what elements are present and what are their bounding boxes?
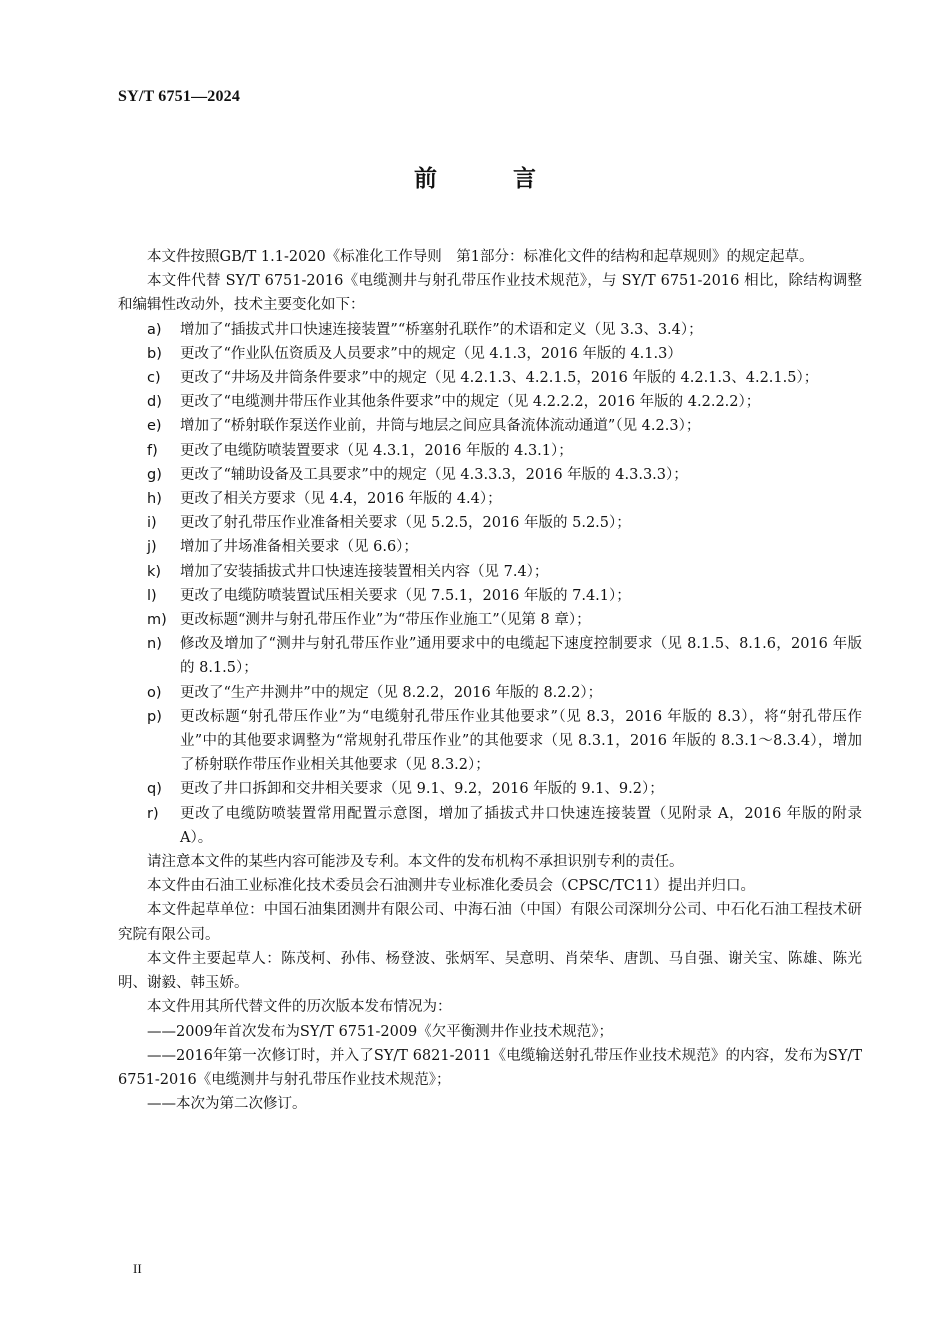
list-item-text: 增加了“桥射联作泵送作业前，井筒与地层之间应具备流体流动通道”（见 4.2.3）； <box>180 418 701 435</box>
list-marker: l) <box>147 587 157 604</box>
list-marker: c) <box>147 370 161 387</box>
proposer-statement: 本文件由石油工业标准化技术委员会石油测井专业标准化委员会（CPSC/TC11）提出并归口。 <box>147 878 755 895</box>
list-marker: b) <box>147 345 162 362</box>
list-item <box>118 632 862 680</box>
history-item: ——2016年第一次修订时，并入了SY/T 6821-2011《电缆输送射孔带压作业技术规范》的内容，发布为SY/T 6751-2016《电缆测井与射孔带压作业技术规范》； <box>118 1047 862 1088</box>
list-item-text: 更改了电缆防喷装置试压相关要求（见 7.5.1，2016 年版的 7.4.1）； <box>180 587 631 604</box>
list-marker: a) <box>147 321 162 338</box>
list-item-text: 更改了相关方要求（见 4.4，2016 年版的 4.4）； <box>180 491 502 508</box>
drafting-units: 本文件起草单位：中国石油集团测井有限公司、中海石油（中国）有限公司深圳分公司、中石化石油工程技术研究院有限公司。 <box>118 902 862 943</box>
list-marker: e) <box>147 418 162 435</box>
list-item-text: 更改标题“射孔带压作业”为“电缆射孔带压作业其他要求”（见 8.3，2016 年版的 8.3），将“射孔带压作业”中的其他要求调整为“常规射孔带压作业”的其他要求（见 8.3.1，2016 年版的 8.3.1～8.3.4），增加了桥射联作带压作业相关其他要求（见 8.3.2）； <box>180 708 862 774</box>
list-item <box>118 318 862 342</box>
list-item-text: 增加了安装插拔式井口快速连接装置相关内容（见 7.4）； <box>180 563 549 580</box>
list-item <box>118 777 862 801</box>
standard-code: SY/T 6751—2024 <box>118 88 241 105</box>
list-item <box>118 705 862 778</box>
list-item <box>118 608 862 632</box>
list-marker: i) <box>147 515 157 532</box>
list-item-text: 更改了电缆防喷装置要求（见 4.3.1，2016 年版的 4.3.1）； <box>180 442 573 459</box>
list-item-text: 更改了“井场及井筒条件要求”中的规定（见 4.2.1.3、4.2.1.5，2016 年版的 4.2.1.3、4.2.1.5）； <box>180 370 819 387</box>
changes-list <box>118 318 862 850</box>
list-marker: q) <box>147 781 162 798</box>
list-item <box>118 390 862 414</box>
page-number: II <box>133 1261 142 1276</box>
list-marker: g) <box>147 466 162 483</box>
list-item-text: 更改了“电缆测井带压作业其他条件要求”中的规定（见 4.2.2.2，2016 年版的 4.2.2.2）； <box>180 394 761 411</box>
list-marker: o) <box>147 684 162 701</box>
list-item <box>118 439 862 463</box>
list-item <box>118 681 862 705</box>
patent-notice: 请注意本文件的某些内容可能涉及专利。本文件的发布机构不承担识别专利的责任。 <box>147 854 684 871</box>
list-item-text: 更改了井口拆卸和交井相关要求（见 9.1、9.2，2016 年版的 9.1、9.2）； <box>180 781 664 798</box>
list-marker: r) <box>147 805 159 822</box>
list-item <box>118 487 862 511</box>
history-item: ——本次为第二次修订。 <box>147 1096 307 1113</box>
list-item <box>118 584 862 608</box>
list-item <box>118 342 862 366</box>
list-marker: k) <box>147 563 162 580</box>
history-intro: 本文件用其所代替文件的历次版本发布情况为： <box>147 999 452 1016</box>
intro-paragraph: 本文件按照GB/T 1.1-2020《标准化工作导则 第1部分：标准化文件的结构和起草规则》的规定起草。 <box>147 249 814 265</box>
list-item <box>118 802 862 850</box>
list-item <box>118 414 862 438</box>
list-marker: n) <box>147 636 162 653</box>
list-item-text: 增加了“插拔式井口快速连接装置”“桥塞射孔联作”的术语和定义（见 3.3、3.4）； <box>180 321 703 338</box>
list-marker: f) <box>147 442 158 459</box>
list-item-text: 更改了“作业队伍资质及人员要求”中的规定（见 4.1.3，2016 年版的 4.1.3） <box>180 345 682 362</box>
list-marker: d) <box>147 394 162 411</box>
list-item <box>118 463 862 487</box>
list-item-text: 更改了“辅助设备及工具要求”中的规定（见 4.3.3.3，2016 年版的 4.3.3.3）； <box>180 466 688 483</box>
document-body <box>118 245 862 1116</box>
list-item-text: 更改了“生产井测井”中的规定（见 8.2.2，2016 年版的 8.2.2）； <box>180 684 603 701</box>
page-title: 前 言 <box>413 166 570 192</box>
list-item-text: 更改了电缆防喷装置常用配置示意图，增加了插拔式井口快速连接装置（见附录 A，2016 年版的附录 A）。 <box>180 805 862 846</box>
drafters: 本文件主要起草人：陈茂柯、孙伟、杨登波、张炳军、吴意明、肖荣华、唐凯、马自强、谢关宝、陈雄、陈光明、谢毅、韩玉娇。 <box>118 950 862 992</box>
list-item-text: 修改及增加了“测井与射孔带压作业”通用要求中的电缆起下速度控制要求（见 8.1.5、8.1.6，2016 年版的 8.1.5）； <box>180 636 862 677</box>
list-item-text: 更改了射孔带压作业准备相关要求（见 5.2.5，2016 年版的 5.2.5）； <box>180 515 631 532</box>
list-item <box>118 511 862 535</box>
list-marker: j) <box>147 539 157 556</box>
list-item <box>118 560 862 584</box>
list-item-text: 增加了井场准备相关要求（见 6.6）； <box>180 539 418 556</box>
list-marker: p) <box>147 708 162 725</box>
list-item <box>118 366 862 390</box>
list-marker: h) <box>147 491 162 508</box>
intro-paragraph: 本文件代替 SY/T 6751-2016《电缆测井与射孔带压作业技术规范》，与 SY/T 6751-2016 相比，除结构调整和编辑性改动外，技术主要变化如下： <box>118 273 862 314</box>
history-item: ——2009年首次发布为SY/T 6751-2009《欠平衡测井作业技术规范》； <box>147 1023 614 1040</box>
list-marker: m) <box>147 612 167 629</box>
list-item <box>118 535 862 559</box>
list-item-text: 更改标题“测井与射孔带压作业”为“带压作业施工”（见第 8 章）； <box>180 612 591 629</box>
